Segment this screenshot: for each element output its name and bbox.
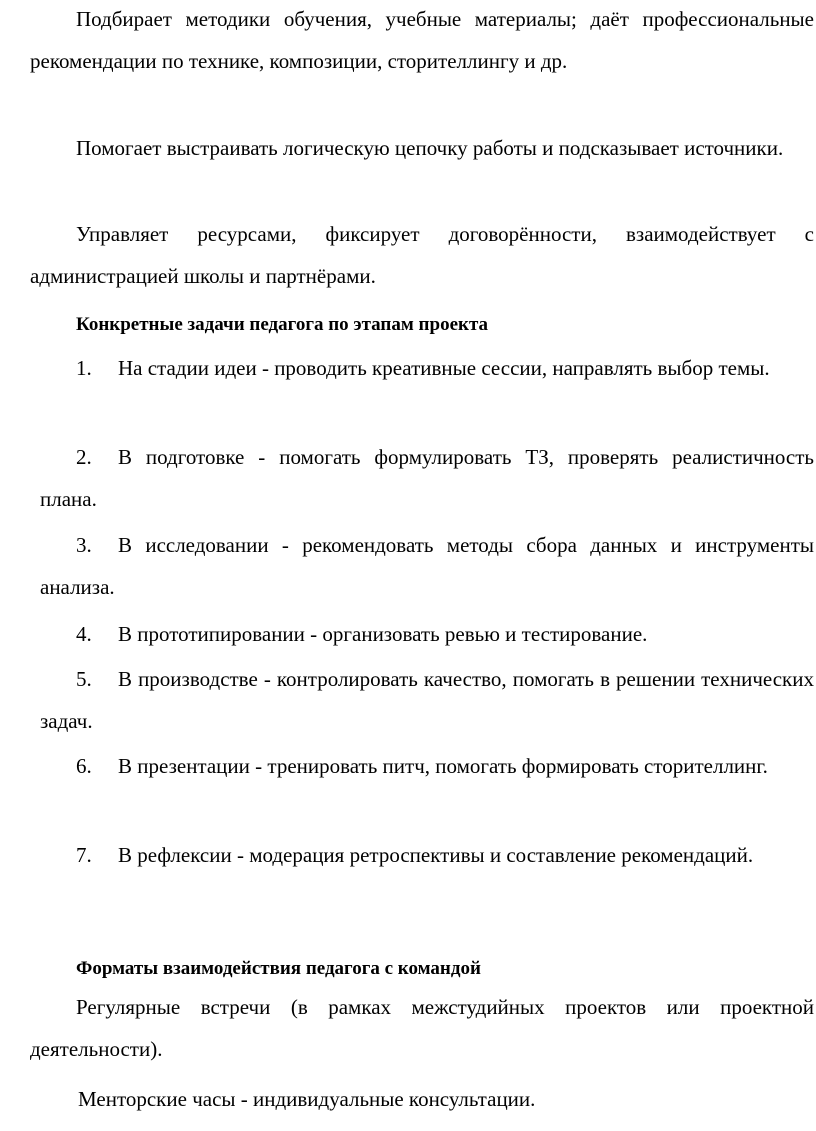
list-number: 4.: [76, 622, 92, 646]
paragraph-text: Помогает выстраивать логическую цепочку работы и подсказывает источники.: [76, 136, 784, 160]
paragraph-meetings: [30, 986, 814, 1070]
paragraph-text: Регулярные встречи (в рамках межстудийных проектов или проектной деятельности).: [30, 995, 814, 1061]
paragraph-text: Управляет ресурсами, фиксирует договорённости, взаимодействует с администрацией школы и партнёрами.: [30, 222, 814, 288]
paragraph-methods: [30, 0, 814, 82]
list-text: В исследовании - рекомендовать методы сбора данных и инструменты анализа.: [40, 533, 814, 599]
list-item: [40, 436, 814, 520]
list-number: 2.: [76, 445, 92, 469]
list-number: 3.: [76, 533, 92, 557]
list-text: В рефлексии - модерация ретроспективы и составление рекомендаций.: [118, 843, 754, 867]
list-text: В подготовке - помогать формулировать ТЗ, проверять реалистичность плана.: [40, 445, 814, 511]
paragraph-resources: [30, 213, 814, 297]
section-heading-tasks: Конкретные задачи педагога по этапам проекта: [76, 314, 489, 335]
list-item: [40, 524, 814, 608]
list-text: На стадии идеи - проводить креативные сессии, направлять выбор темы.: [118, 356, 770, 380]
list-number: 5.: [76, 667, 92, 691]
list-item: [40, 838, 814, 872]
list-number: 7.: [76, 843, 92, 867]
list-number: 6.: [76, 754, 92, 778]
list-number: 1.: [76, 356, 92, 380]
list-item: [40, 347, 814, 389]
list-text: В прототипировании - организовать ревью и тестирование.: [118, 622, 648, 646]
section-heading-formats: Форматы взаимодействия педагога с командой: [76, 958, 481, 979]
list-item: [40, 658, 814, 742]
paragraph-mentor-hours: [30, 1078, 814, 1120]
list-text: В презентации - тренировать питч, помогать формировать сторителлинг.: [118, 754, 768, 778]
list-item: [40, 613, 814, 655]
paragraph-text: Менторские часы - индивидуальные консультации.: [78, 1087, 536, 1111]
list-text: В производстве - контролировать качество, помогать в решении технических задач.: [40, 667, 814, 733]
paragraph-text: Подбирает методики обучения, учебные материалы; даёт профессиональные рекомендации по технике, композиции, сторителлингу и др.: [30, 7, 814, 73]
list-item: [40, 745, 814, 787]
paragraph-logic: [30, 127, 814, 169]
